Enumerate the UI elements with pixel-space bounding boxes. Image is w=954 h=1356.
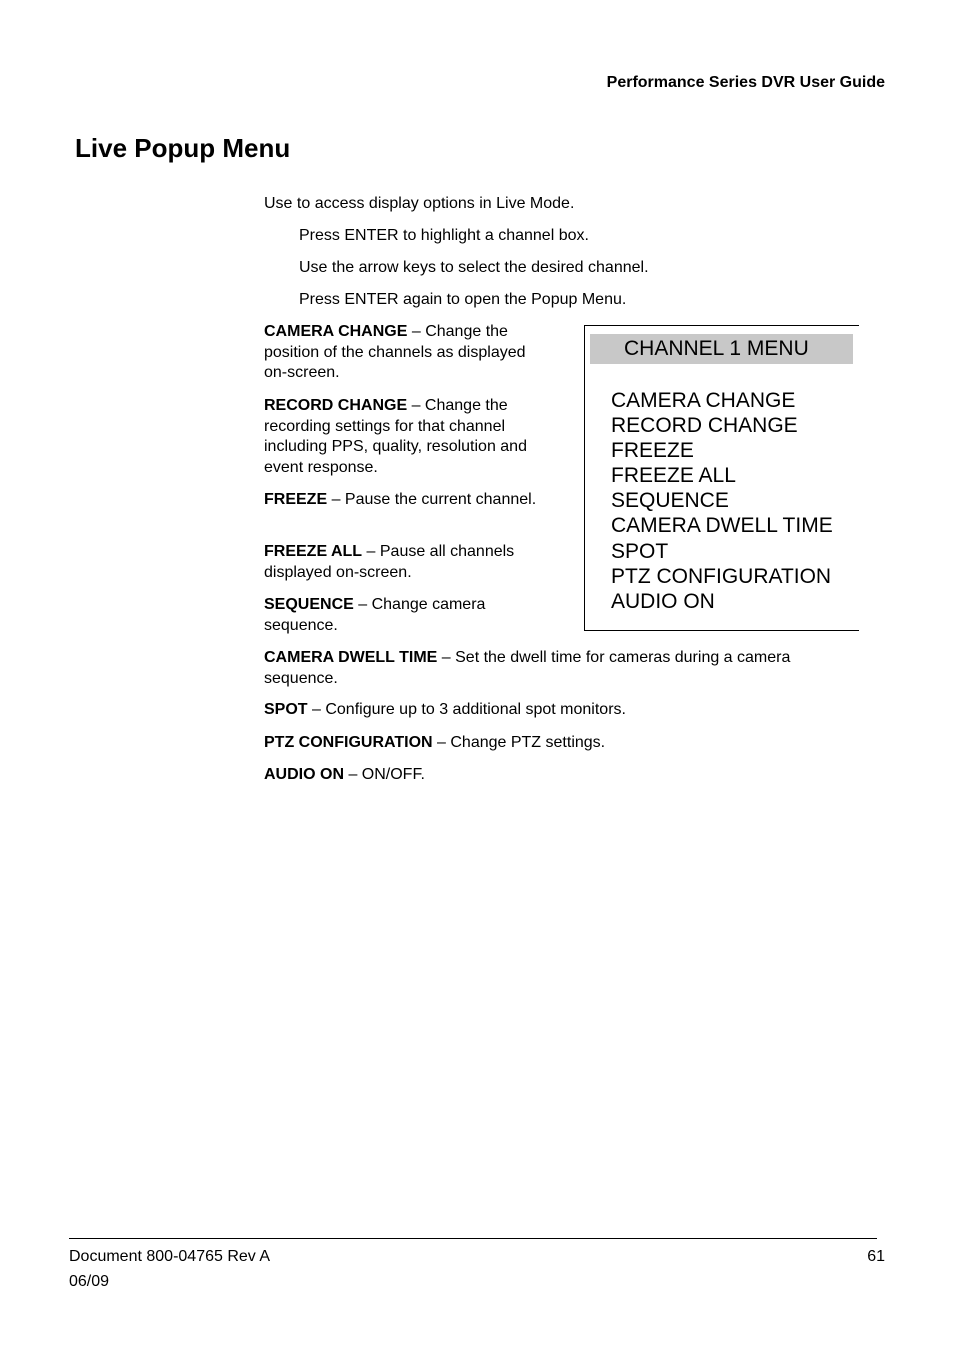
running-header: Performance Series DVR User Guide [606, 74, 885, 91]
def-desc: – Change the position of the channels as displayed on-screen. [264, 323, 526, 381]
def-record-change [264, 396, 544, 478]
def-desc: – Change camera sequence. [264, 596, 486, 634]
menu-item-sequence: SEQUENCE [611, 489, 729, 513]
def-desc: – Pause the current channel. [327, 491, 537, 508]
def-term: CAMERA DWELL TIME [264, 649, 438, 666]
step-2: Use the arrow keys to select the desired channel. [299, 259, 649, 276]
channel-menu-title: CHANNEL 1 MENU [590, 334, 853, 364]
def-camera-dwell-time [264, 648, 854, 689]
page-title: Live Popup Menu [75, 133, 291, 163]
step-1: Press ENTER to highlight a channel box. [299, 227, 589, 244]
def-camera-change [264, 322, 544, 384]
def-freeze [264, 490, 544, 511]
def-term: AUDIO ON [264, 766, 344, 783]
def-desc: – Pause all channels displayed on-screen. [264, 543, 515, 581]
menu-item-freeze: FREEZE [611, 439, 694, 463]
def-term: SPOT [264, 701, 308, 718]
def-freeze-all [264, 542, 544, 583]
menu-item-ptz-configuration: PTZ CONFIGURATION [611, 564, 832, 588]
def-desc: – Set the dwell time for cameras during a camera sequence. [264, 649, 791, 687]
footer-document: Document 800-04765 Rev A [69, 1248, 271, 1265]
intro-text: Use to access display options in Live Mode. [264, 195, 575, 212]
menu-item-camera-change: CAMERA CHANGE [611, 389, 796, 412]
def-sequence [264, 595, 544, 636]
channel-menu-list [611, 388, 833, 614]
footer-rule [69, 1238, 877, 1239]
page-number: 61 [867, 1248, 885, 1265]
menu-item-spot: SPOT [611, 539, 669, 563]
menu-item-freeze-all: FREEZE ALL [611, 464, 736, 488]
channel-menu-illustration [584, 325, 859, 631]
menu-item-record-change: RECORD CHANGE [611, 414, 798, 438]
menu-item-camera-dwell-time: CAMERA DWELL TIME [611, 514, 833, 538]
def-desc: – Change PTZ settings. [432, 734, 606, 751]
def-term: SEQUENCE [264, 596, 354, 613]
def-desc: – Configure up to 3 additional spot monitors. [307, 701, 626, 718]
def-audio-on [264, 765, 854, 786]
def-term: CAMERA CHANGE [264, 323, 408, 340]
def-spot [264, 700, 854, 721]
step-3: Press ENTER again to open the Popup Menu. [299, 291, 627, 308]
def-desc: – ON/OFF. [344, 766, 425, 783]
def-term: PTZ CONFIGURATION [264, 734, 433, 751]
def-term: RECORD CHANGE [264, 397, 408, 414]
footer-date: 06/09 [69, 1273, 110, 1290]
def-desc: – Change the recording settings for that channel including PPS, quality, resolution and event response. [264, 397, 527, 476]
def-term: FREEZE ALL [264, 543, 363, 560]
def-ptz-configuration [264, 733, 854, 754]
menu-item-audio-on: AUDIO ON [611, 589, 715, 613]
def-term: FREEZE [264, 491, 328, 508]
